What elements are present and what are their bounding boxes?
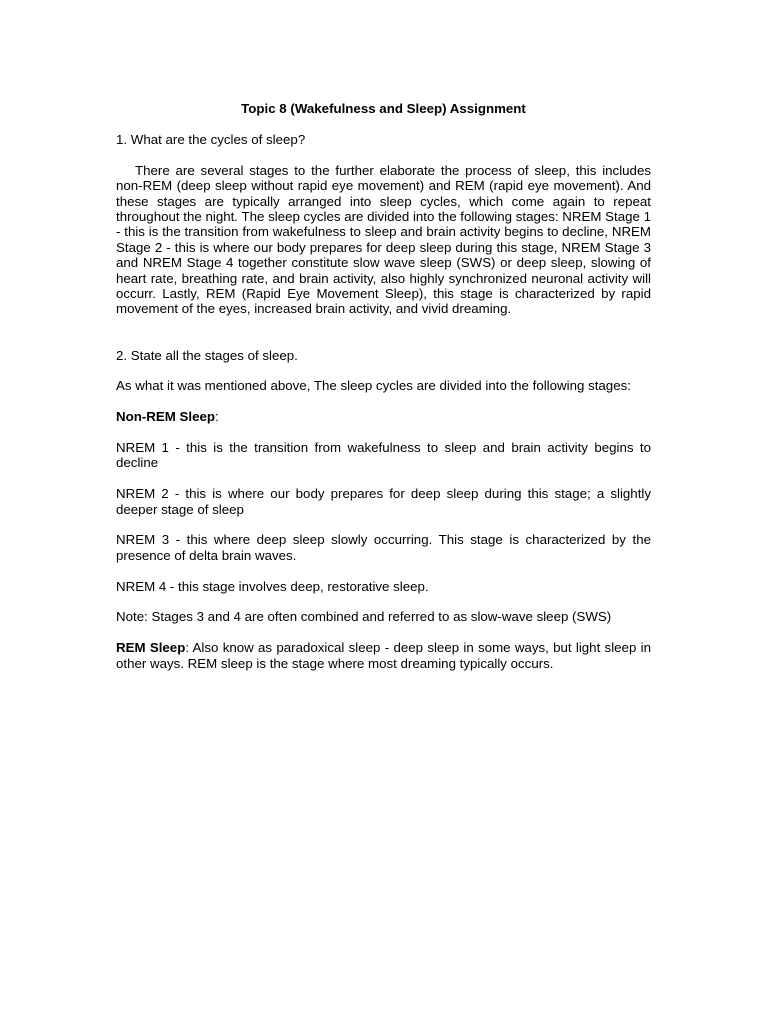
question-1: 1. What are the cycles of sleep?: [116, 131, 306, 147]
rem-description: : Also know as paradoxical sleep - deep sleep in some ways, but light sleep in other ways. REM sleep is the stage where most dreaming typically occurs.: [116, 640, 651, 671]
sws-note: Note: Stages 3 and 4 are often combined and referred to as slow-wave sleep (SWS): [116, 609, 612, 625]
document-page: [116, 101, 651, 686]
document-title: Topic 8 (Wakefulness and Sleep) Assignment: [241, 101, 526, 116]
answer-1-paragraph: There are several stages to the further elaborate the process of sleep, this includes non-REM (deep sleep without rapid eye movement) and REM (rapid eye movement). And these stages are typically arranged into sleep cycles, which come again to repeat throughout the night. The sleep cycles are divided into the following stages: NREM Stage 1 - this is the transition from wakefulness to sleep and brain activity begins to decline, NREM Stage 2 - this is where our body prepares for deep sleep during this stage, NREM Stage 3 and NREM Stage 4 together constitute slow wave sleep (SWS) or deep sleep, slowing of heart rate, breathing rate, and brain activity, also highly synchronized neuronal activity will occurr. Lastly, REM (Rapid Eye Movement Sleep), this stage is characterized by rapid movement of the eyes, increased brain activity, and vivid dreaming.: [116, 162, 651, 317]
question-2: 2. State all the stages of sleep.: [116, 347, 298, 363]
nrem-4-item: NREM 4 - this stage involves deep, restorative sleep.: [116, 578, 429, 594]
spacer: [116, 332, 651, 347]
nrem-heading: Non-REM Sleep: [116, 409, 215, 425]
nrem-heading-line: [116, 409, 651, 424]
rem-paragraph: [116, 640, 651, 671]
nrem-2-item: NREM 2 - this is where our body prepares for deep sleep during this stage; a slightly deeper stage of sleep: [116, 486, 651, 517]
rem-heading: REM Sleep: [116, 640, 186, 656]
nrem-3-item: NREM 3 - this where deep sleep slowly occurring. This stage is characterized by the presence of delta brain waves.: [116, 532, 651, 563]
nrem-1-item: NREM 1 - this is the transition from wakefulness to sleep and brain activity begins to decline: [116, 439, 651, 471]
nrem-heading-colon: :: [215, 409, 219, 425]
answer-2-intro: As what it was mentioned above, The sleep cycles are divided into the following stages:: [116, 378, 631, 394]
